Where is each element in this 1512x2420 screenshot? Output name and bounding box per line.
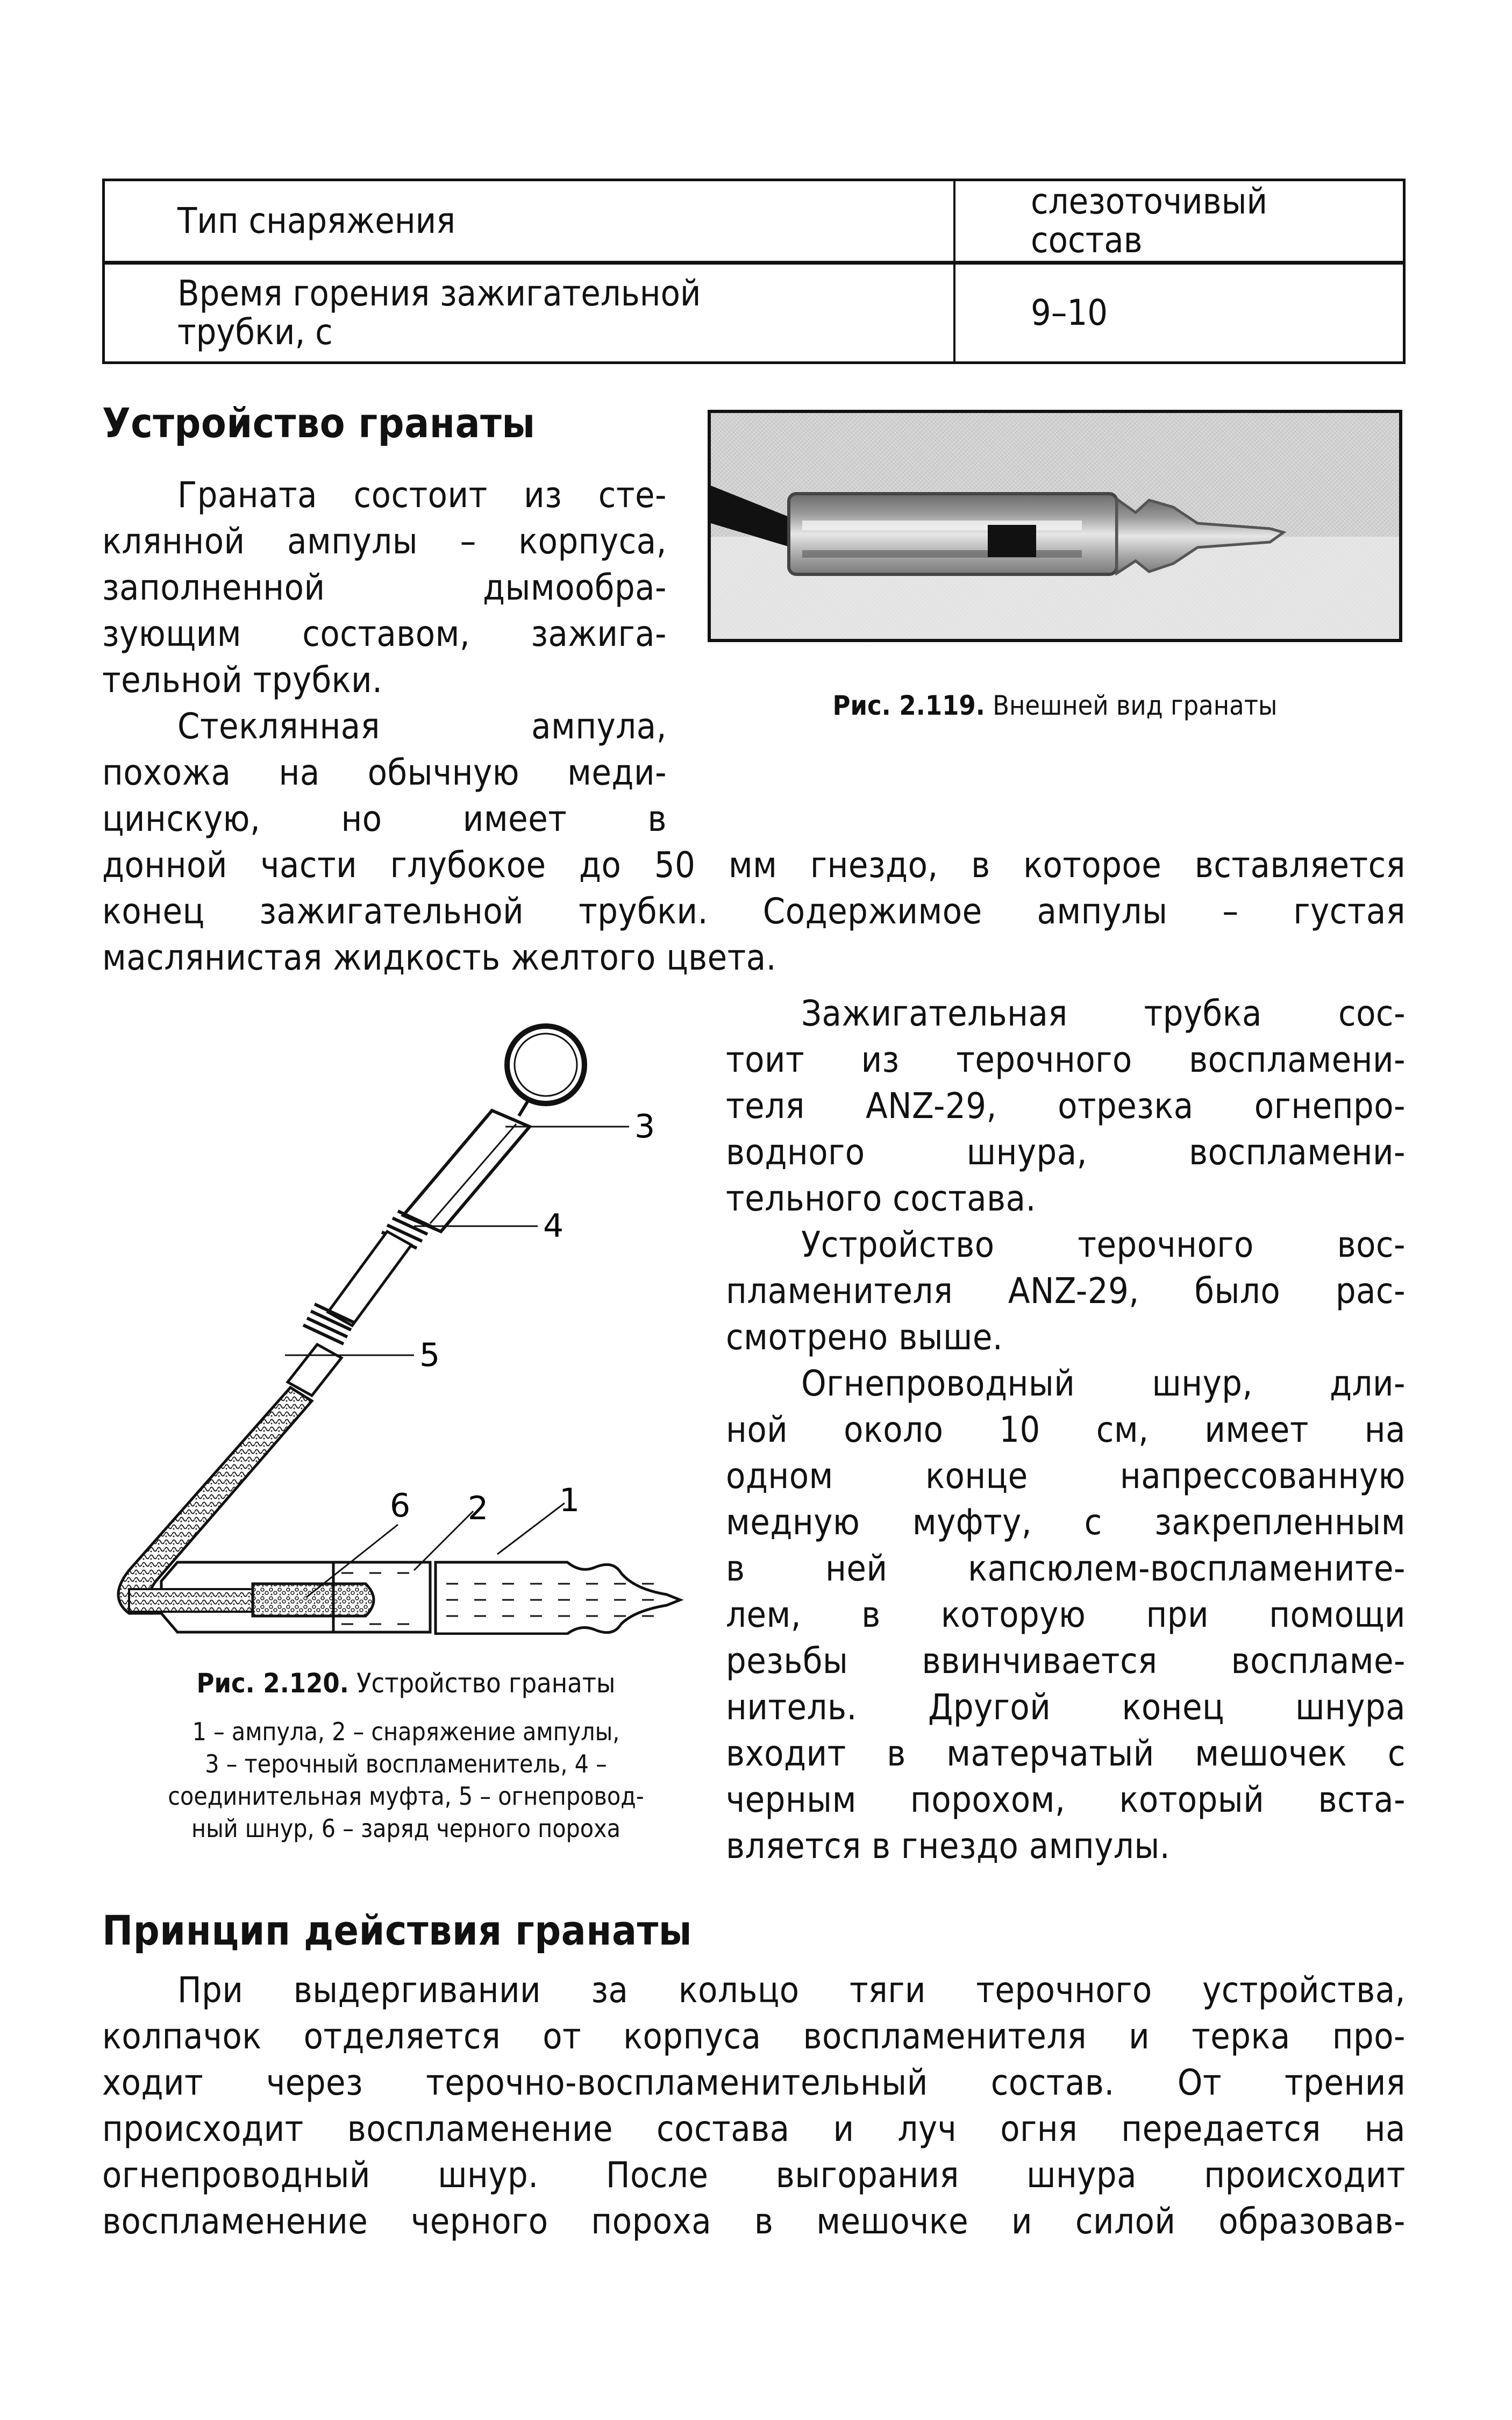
text-line: теля ANZ-29, отрезка огнепро- xyxy=(726,1085,1406,1127)
paragraph xyxy=(726,991,1406,1869)
text-line: происходит воспламенение состава и луч огня передается на xyxy=(102,2108,1406,2149)
figure-caption xyxy=(97,1667,715,1699)
text-line: зующим составом, зажига- xyxy=(102,613,667,654)
text-line: цинскую, но имеет в xyxy=(102,798,667,839)
grenade-photo xyxy=(708,410,1402,642)
text-line: нитель. Другой конец шнура xyxy=(726,1686,1406,1728)
glass-ampoule-photo-icon xyxy=(711,413,1399,639)
paragraph xyxy=(102,842,1406,981)
table-row xyxy=(105,181,1403,265)
text-line: ной около 10 см, имеет на xyxy=(726,1409,1406,1450)
text-line: огнепроводный шнур. После выгорания шнура происходит xyxy=(102,2154,1406,2196)
table-cell-label xyxy=(105,181,955,261)
text-line: воспламенение черного пороха в мешочке и силой образовав- xyxy=(102,2201,1406,2242)
text-line: ходит через терочно-воспламенительный состав. От трения xyxy=(102,2062,1406,2103)
text-line: резьбы ввинчивается воспламе- xyxy=(726,1640,1406,1682)
section-heading: Принцип действия гранаты xyxy=(102,1906,693,1954)
figure-label: Рис. 2.119. xyxy=(832,690,985,721)
table-row xyxy=(105,265,1403,361)
text-line: донной части глубокое до 50 мм гнездо, в которое вставляется xyxy=(102,844,1406,886)
callout-2: 2 xyxy=(468,1490,489,1527)
text-line: водного шнура, воспламени- xyxy=(726,1131,1406,1173)
grenade-cutaway-drawing-icon xyxy=(97,1011,715,1635)
text-line: вляется в гнездо ампулы. xyxy=(726,1825,1171,1867)
text-line: Граната состоит из сте- xyxy=(177,474,667,516)
text-line: Стеклянная ампула, xyxy=(177,706,667,747)
cell-text: слезоточивый xyxy=(1031,181,1268,222)
text-line: При выдергивании за кольцо тяги терочного устройства, xyxy=(177,1969,1406,2011)
callout-4: 4 xyxy=(543,1207,564,1245)
text-line: конец зажигательной трубки. Содержимое ампулы – густая xyxy=(102,891,1406,932)
legend-line: соединительная муфта, 5 – огнепровод- xyxy=(168,1782,644,1811)
text-line: входит в матерчатый мешочек с xyxy=(726,1733,1406,1774)
figure-legend xyxy=(97,1716,715,1845)
callout-1: 1 xyxy=(559,1482,580,1519)
paragraph xyxy=(102,1967,1406,2245)
cell-text: 9–10 xyxy=(1031,292,1108,333)
figure-caption xyxy=(708,689,1402,722)
cell-text: Тип снаряжения xyxy=(177,200,455,241)
text-line: Огнепроводный шнур, дли- xyxy=(801,1363,1406,1404)
text-line: тельного состава. xyxy=(726,1178,1036,1219)
callout-3: 3 xyxy=(634,1108,655,1145)
text-line: похожа на обычную меди- xyxy=(102,752,667,793)
legend-line: 1 – ампула, 2 – снаряжение ампулы, xyxy=(192,1717,620,1746)
text-line: заполненной дымообра- xyxy=(102,567,667,608)
table-cell-label xyxy=(105,265,955,361)
section-heading: Устройство гранаты xyxy=(102,399,536,447)
text-line: Устройство терочного вос- xyxy=(801,1224,1406,1265)
figure-title: Устройство гранаты xyxy=(356,1668,616,1699)
callout-5: 5 xyxy=(419,1336,440,1374)
grenade-structure-diagram xyxy=(97,1011,715,1635)
spec-table xyxy=(102,179,1406,364)
cell-text: состав xyxy=(1031,219,1143,261)
table-cell-value xyxy=(955,181,1403,261)
text-line: смотрено выше. xyxy=(726,1316,1003,1358)
figure-title: Внешней вид гранаты xyxy=(993,690,1278,721)
text-line: клянной ампулы – корпуса, xyxy=(102,521,667,562)
text-line: колпачок отделяется от корпуса воспламенителя и терка про- xyxy=(102,2016,1406,2057)
text-line: Зажигательная трубка сос- xyxy=(801,993,1406,1034)
figure-label: Рис. 2.120. xyxy=(196,1668,349,1699)
text-line: тоит из терочного воспламени- xyxy=(726,1039,1406,1080)
text-line: лем, в которую при помощи xyxy=(726,1594,1406,1635)
text-line: одном конце напрессованную xyxy=(726,1455,1406,1497)
callout-6: 6 xyxy=(390,1487,411,1525)
paragraph xyxy=(102,472,667,842)
text-line: пламенителя ANZ-29, было рас- xyxy=(726,1270,1406,1312)
cell-text: трубки, с xyxy=(177,311,333,353)
cell-text: Время горения зажигательной xyxy=(177,273,701,314)
text-line: черным порохом, который вста- xyxy=(726,1779,1406,1820)
legend-line: 3 – терочный воспламенитель, 4 – xyxy=(205,1749,607,1778)
text-line: тельной трубки. xyxy=(102,659,383,701)
table-cell-value xyxy=(955,265,1403,361)
text-line: в ней капсюлем-воспламените- xyxy=(726,1548,1406,1589)
text-line: медную муфту, с закрепленным xyxy=(726,1501,1406,1543)
text-line: маслянистая жидкость желтого цвета. xyxy=(102,937,777,978)
legend-line: ный шнур, 6 – заряд черного пороха xyxy=(191,1814,621,1843)
